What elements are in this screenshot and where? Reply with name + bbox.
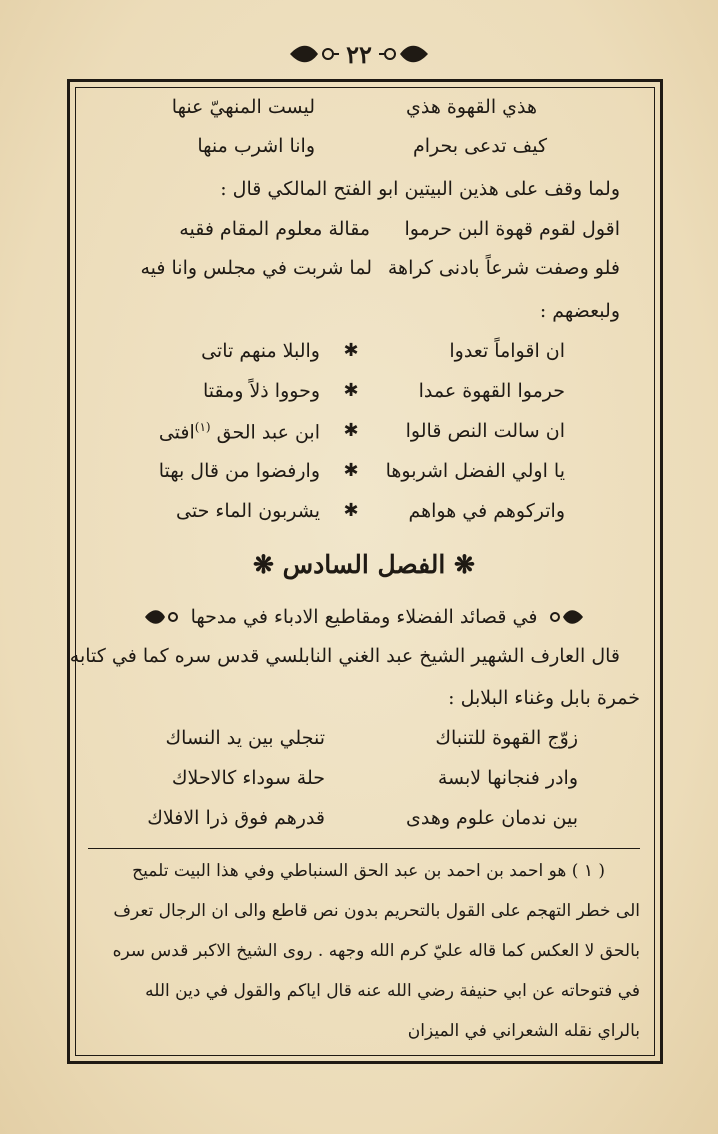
- poem1-right-hemistich: هذي القهوة هذي: [405, 96, 537, 118]
- poem2-left-hemistich: لما شربت في مجلس وانا فيه: [140, 257, 372, 279]
- star-poem-left-hemistich: والبلا منهم تاتى: [201, 340, 320, 362]
- section-title: [88, 550, 640, 579]
- footnote-line: بالراي نقله الشعراني في الميزان: [407, 1021, 640, 1041]
- left-ornament-icon: [143, 607, 181, 627]
- page-content: [69, 90, 640, 1050]
- footnote-reference: (١): [194, 420, 211, 434]
- poem2-right-hemistich: اقول لقوم قهوة البن حرموا: [404, 218, 620, 240]
- poem3-right-hemistich: بين ندمان علوم وهدى: [405, 807, 578, 829]
- left-ornament-icon: [288, 43, 340, 65]
- star-poem-left-hemistich: [159, 420, 320, 443]
- footnote-line: في فتوحاته عن ابي حنيفة رضي الله عنه قال اياكم والقول في دين الله: [145, 981, 640, 1001]
- poem3-left-hemistich: حلة سوداء كالاحلاك: [171, 767, 325, 789]
- poem2-left-hemistich: مقالة معلوم المقام فقيه: [179, 218, 370, 240]
- star-divider: ✱: [343, 460, 359, 481]
- footnote-line: ( ١ ) هو احمد بن احمد بن عبد الحق السنباطي وفي هذا البيت تلميح: [132, 861, 605, 881]
- star-divider: ✱: [343, 380, 359, 401]
- arif-line: قال العارف الشهير الشيخ عبد الغني النابلسي قدس سره كما في كتابه: [69, 645, 620, 667]
- right-ornament-icon: [378, 43, 430, 65]
- intro-line: ولما وقف على هذين البيتين ابو الفتح المالكي قال :: [220, 178, 620, 200]
- page-number: ٢٢: [346, 39, 372, 69]
- star-divider: ✱: [343, 420, 359, 441]
- star-poem-right-hemistich: يا اولي الفضل اشربوها: [385, 460, 565, 482]
- poem3-right-hemistich: زوّج القهوة للتنباك: [435, 727, 578, 749]
- section-subtitle: في قصائد الفضلاء ومقاطيع الادباء في مدحها: [190, 606, 538, 628]
- star-poem-right-hemistich: ان سالت النص قالوا: [405, 420, 565, 442]
- poem2-right-hemistich: فلو وصفت شرعاً بادنى كراهة: [387, 257, 620, 279]
- star-poem-left-hemistich: وحووا ذلاً ومقتا: [202, 380, 320, 402]
- star-poem-right-hemistich: حرموا القهوة عمدا: [418, 380, 565, 402]
- poem1-left-hemistich: ليست المنهيّ عنها: [171, 96, 315, 118]
- star-poem-left-hemistich: وارفضوا من قال بهتا: [158, 460, 320, 482]
- flourish-icon: ❋: [454, 550, 475, 579]
- section-title-text: الفصل السادس: [282, 550, 446, 579]
- poem3-left-hemistich: قدرهم فوق ذرا الافلاك: [147, 807, 325, 829]
- by-some-line: ولبعضهم :: [539, 300, 620, 322]
- star-poem-right-hemistich: ان اقواماً تعدوا: [449, 340, 565, 362]
- hemistich-text: افتى: [158, 421, 195, 444]
- poem1-right-hemistich: كيف تدعى بحرام: [412, 135, 547, 157]
- page-header: [0, 34, 718, 74]
- arif-line: خمرة بابل وغناء البلابل :: [448, 687, 640, 709]
- section-subtitle-row: [88, 601, 640, 633]
- hemistich-text: ابن عبد الحق: [216, 421, 320, 444]
- star-divider: ✱: [343, 340, 359, 361]
- star-divider: ✱: [343, 500, 359, 521]
- poem3-right-hemistich: وادر فنجانها لابسة: [437, 767, 578, 789]
- poem1-left-hemistich: وانا اشرب منها: [197, 135, 315, 157]
- star-poem-left-hemistich: يشربون الماء حتى: [176, 500, 320, 522]
- footnote-line: الى خطر التهجم على القول بالتحريم بدون نص قاطع والى ان الرجال تعرف: [113, 901, 640, 921]
- footnote-separator: [88, 848, 640, 849]
- flourish-icon: ❋: [252, 550, 274, 579]
- star-poem-right-hemistich: واتركوهم في هواهم: [408, 500, 565, 522]
- footnote-line: بالحق لا العكس كما قاله عليّ كرم الله وجهه . روى الشيخ الاكبر قدس سره: [112, 941, 640, 961]
- right-ornament-icon: [547, 607, 585, 627]
- poem3-left-hemistich: تنجلي بين يد النساك: [165, 727, 325, 749]
